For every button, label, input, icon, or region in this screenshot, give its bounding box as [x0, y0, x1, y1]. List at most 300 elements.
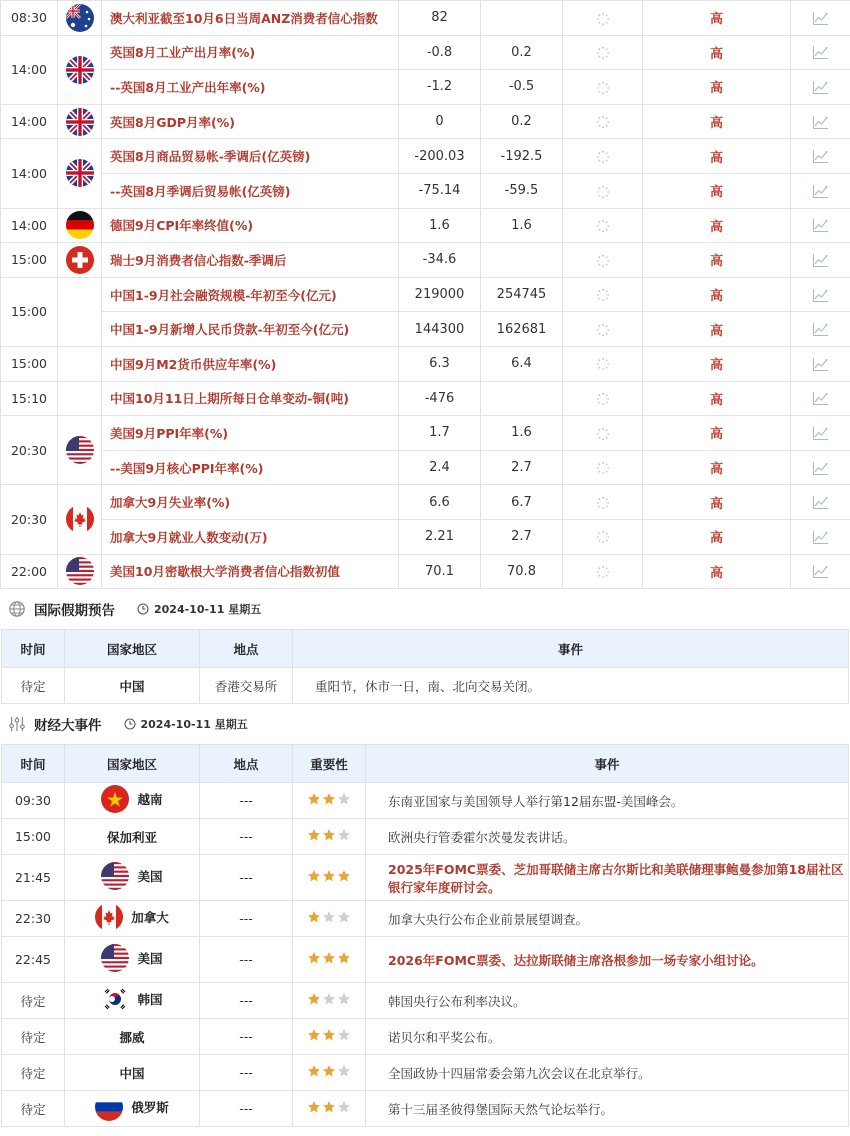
line-chart-icon[interactable] [812, 494, 829, 509]
forecast-value: -59.5 [481, 173, 563, 208]
uk-flag-icon [66, 56, 94, 84]
indicator-name[interactable]: 澳大利亚截至10月6日当周ANZ消费者信心指数 [102, 1, 399, 36]
event-importance [293, 937, 366, 983]
holiday-header-cell: 国家地区 [65, 630, 200, 668]
star-icon [307, 828, 321, 842]
previous-value: 1.6 [399, 208, 481, 243]
canada-flag-icon [66, 505, 94, 533]
event-importance [293, 901, 366, 937]
indicator-row [1, 243, 850, 278]
chart-cell[interactable] [791, 104, 850, 139]
importance-label: 高 [643, 485, 791, 520]
line-chart-icon[interactable] [812, 183, 829, 198]
line-chart-icon[interactable] [812, 252, 829, 267]
previous-value: -34.6 [399, 243, 481, 278]
event-country-cell [65, 937, 200, 983]
event-importance [293, 1019, 366, 1055]
star-icon [322, 992, 336, 1006]
indicator-row [1, 519, 850, 554]
importance-label: 高 [643, 104, 791, 139]
actual-value-cell [563, 208, 643, 243]
event-country-cell [65, 901, 200, 937]
holiday-place: 香港交易所 [200, 668, 293, 704]
importance-stars [307, 1100, 351, 1114]
indicator-row [1, 277, 850, 312]
clock-icon [137, 603, 149, 615]
star-icon [322, 869, 336, 883]
indicator-name[interactable]: 英国8月商品贸易帐-季调后(亿英镑) [102, 139, 399, 174]
event-row [2, 819, 849, 855]
event-country [119, 1064, 144, 1082]
previous-value: 1.7 [399, 416, 481, 451]
loading-spinner-icon [596, 321, 610, 336]
actual-value-cell [563, 70, 643, 105]
loading-spinner-icon [596, 10, 610, 25]
indicator-row [1, 416, 850, 451]
importance-label: 高 [643, 312, 791, 347]
importance-stars [307, 910, 351, 924]
events-header-cell: 国家地区 [65, 745, 200, 783]
forecast-value: 2.7 [481, 450, 563, 485]
indicator-name[interactable]: 美国10月密歇根大学消费者信心指数初值 [102, 554, 399, 589]
holiday-header-cell: 事件 [293, 630, 849, 668]
importance-label: 高 [643, 381, 791, 416]
flag-cell [58, 416, 102, 485]
indicator-name[interactable]: 英国8月GDP月率(%) [102, 104, 399, 139]
importance-label: 高 [643, 139, 791, 174]
actual-value-cell [563, 35, 643, 70]
event-row [2, 1055, 849, 1091]
star-icon [307, 992, 321, 1006]
line-chart-icon[interactable] [812, 563, 829, 578]
event-place: --- [200, 1091, 293, 1127]
star-icon [322, 1064, 336, 1078]
chart-cell[interactable] [791, 1, 850, 36]
line-chart-icon[interactable] [812, 217, 829, 232]
event-description: 第十三届圣彼得堡国际天然气论坛举行。 [366, 1091, 849, 1127]
holiday-country-cell [65, 668, 200, 704]
forecast-value: 70.8 [481, 554, 563, 589]
importance-stars [307, 1064, 351, 1078]
actual-value-cell [563, 277, 643, 312]
event-time: 22:30 [2, 901, 65, 937]
events-header-cell: 地点 [200, 745, 293, 783]
forecast-value: 254745 [481, 277, 563, 312]
events-header-cell: 重要性 [293, 745, 366, 783]
chart-cell[interactable] [791, 139, 850, 174]
line-chart-icon[interactable] [812, 425, 829, 440]
chart-cell[interactable] [791, 381, 850, 416]
indicator-time: 08:30 [1, 1, 58, 36]
holiday-time: 待定 [2, 668, 65, 704]
event-description: 韩国央行公布利率决议。 [366, 983, 849, 1019]
line-chart-icon[interactable] [812, 321, 829, 336]
indicator-row [1, 35, 850, 70]
event-importance [293, 1091, 366, 1127]
events-header-cell: 时间 [2, 745, 65, 783]
event-time: 22:45 [2, 937, 65, 983]
uk-flag-icon [66, 108, 94, 136]
indicator-row [1, 312, 850, 347]
previous-value: 144300 [399, 312, 481, 347]
holiday-header-cell: 地点 [200, 630, 293, 668]
events-date: 2024-10-11 星期五 [140, 718, 248, 732]
indicator-name[interactable]: 中国9月M2货币供应年率(%) [102, 346, 399, 381]
event-row [2, 783, 849, 819]
actual-value-cell [563, 381, 643, 416]
indicator-time: 15:00 [1, 243, 58, 278]
russia-flag-icon [95, 1093, 123, 1121]
previous-value: 6.6 [399, 485, 481, 520]
star-icon [337, 1100, 351, 1114]
event-country [101, 785, 162, 813]
actual-value-cell [563, 243, 643, 278]
events-section-title: 财经大事件 [34, 718, 102, 735]
event-country [95, 903, 169, 931]
importance-label: 高 [643, 243, 791, 278]
actual-value-cell [563, 450, 643, 485]
star-icon [322, 828, 336, 842]
indicator-name[interactable]: 加拿大9月失业率(%) [102, 485, 399, 520]
event-place: --- [200, 901, 293, 937]
event-time: 15:00 [2, 819, 65, 855]
indicator-time: 14:00 [1, 208, 58, 243]
event-place: --- [200, 983, 293, 1019]
sliders-icon [8, 715, 26, 733]
line-chart-icon[interactable] [812, 529, 829, 544]
event-country-name: 俄罗斯 [131, 1100, 169, 1116]
star-icon [322, 951, 336, 965]
line-chart-icon[interactable] [812, 287, 829, 302]
actual-value-cell [563, 519, 643, 554]
previous-value: 2.21 [399, 519, 481, 554]
star-icon [307, 1100, 321, 1114]
importance-label: 高 [643, 277, 791, 312]
event-country-cell [65, 1055, 200, 1091]
event-country-name: 美国 [137, 951, 163, 967]
loading-spinner-icon [596, 356, 610, 371]
indicator-name[interactable]: 中国1-9月新增人民币贷款-年初至今(亿元) [102, 312, 399, 347]
event-importance [293, 1055, 366, 1091]
previous-value: 0 [399, 104, 481, 139]
indicator-name[interactable]: 加拿大9月就业人数变动(万) [102, 519, 399, 554]
indicator-row [1, 208, 850, 243]
forecast-value: 2.7 [481, 519, 563, 554]
forecast-value: 0.2 [481, 104, 563, 139]
forecast-value [481, 381, 563, 416]
loading-spinner-icon [596, 425, 610, 440]
forecast-value: 1.6 [481, 416, 563, 451]
event-time: 待定 [2, 983, 65, 1019]
indicator-row [1, 450, 850, 485]
importance-label: 高 [643, 1, 791, 36]
event-row [2, 937, 849, 983]
event-country-name: 保加利亚 [106, 829, 157, 845]
clock-icon [124, 718, 136, 730]
flag-cell [58, 277, 102, 346]
importance-label: 高 [643, 554, 791, 589]
event-description: 东南亚国家与美国领导人举行第12届东盟-美国峰会。 [366, 783, 849, 819]
loading-spinner-icon [596, 45, 610, 60]
chart-cell[interactable] [791, 70, 850, 105]
indicator-row [1, 485, 850, 520]
holiday-header-cell: 时间 [2, 630, 65, 668]
loading-spinner-icon [596, 287, 610, 302]
indicator-row [1, 381, 850, 416]
chart-cell[interactable] [791, 450, 850, 485]
indicator-row [1, 1, 850, 36]
event-description: 全国政协十四届常委会第九次会议在北京举行。 [366, 1055, 849, 1091]
event-country [119, 1028, 144, 1046]
importance-label: 高 [643, 450, 791, 485]
holiday-section-header [0, 589, 850, 629]
previous-value: 70.1 [399, 554, 481, 589]
chart-cell[interactable] [791, 554, 850, 589]
flag-cell [58, 139, 102, 208]
event-description: 欧洲央行管委霍尔茨曼发表讲话。 [366, 819, 849, 855]
line-chart-icon[interactable] [812, 356, 829, 371]
line-chart-icon[interactable] [812, 79, 829, 94]
importance-label: 高 [643, 35, 791, 70]
flag-cell [58, 381, 102, 416]
event-description: 加拿大央行公布企业前景展望调查。 [366, 901, 849, 937]
indicator-name[interactable]: 英国8月工业产出月率(%) [102, 35, 399, 70]
actual-value-cell [563, 173, 643, 208]
line-chart-icon[interactable] [812, 460, 829, 475]
event-country [101, 985, 162, 1013]
indicator-row [1, 104, 850, 139]
indicator-name[interactable]: 中国10月11日上期所每日仓单变动-铜(吨) [102, 381, 399, 416]
loading-spinner-icon [596, 252, 610, 267]
event-country-cell [65, 855, 200, 901]
forecast-value: 1.6 [481, 208, 563, 243]
holiday-country: 中国 [119, 678, 145, 694]
previous-value: -1.2 [399, 70, 481, 105]
forecast-value [481, 1, 563, 36]
chart-cell[interactable] [791, 346, 850, 381]
indicator-name[interactable]: 瑞士9月消费者信心指数-季调后 [102, 243, 399, 278]
star-icon [307, 951, 321, 965]
importance-stars [307, 792, 351, 806]
event-description: 诺贝尔和平奖公布。 [366, 1019, 849, 1055]
actual-value-cell [563, 139, 643, 174]
event-country-cell [65, 819, 200, 855]
event-time: 待定 [2, 1091, 65, 1127]
event-time: 待定 [2, 1019, 65, 1055]
forecast-value [481, 243, 563, 278]
flag-cell [58, 243, 102, 278]
indicator-time: 14:00 [1, 35, 58, 104]
event-country [95, 1093, 169, 1121]
indicator-row [1, 554, 850, 589]
holiday-section-title: 国际假期预告 [34, 603, 115, 620]
chart-cell[interactable] [791, 243, 850, 278]
chart-cell[interactable] [791, 416, 850, 451]
forecast-value: 6.4 [481, 346, 563, 381]
indicator-row [1, 173, 850, 208]
line-chart-icon[interactable] [812, 148, 829, 163]
star-icon [307, 869, 321, 883]
indicator-name[interactable]: 德国9月CPI年率终值(%) [102, 208, 399, 243]
event-time: 09:30 [2, 783, 65, 819]
star-icon [307, 792, 321, 806]
event-country-cell [65, 983, 200, 1019]
indicator-time: 15:00 [1, 277, 58, 346]
chart-cell[interactable] [791, 312, 850, 347]
flag-cell [58, 554, 102, 589]
star-icon [322, 910, 336, 924]
uk-flag-icon [66, 159, 94, 187]
event-row [2, 983, 849, 1019]
importance-stars [307, 869, 351, 883]
event-place: --- [200, 819, 293, 855]
event-country-name: 美国 [137, 869, 163, 885]
indicator-row [1, 346, 850, 381]
event-importance [293, 983, 366, 1019]
actual-value-cell [563, 346, 643, 381]
us-flag-icon [66, 436, 94, 464]
us-flag-icon [66, 557, 94, 585]
line-chart-icon[interactable] [812, 10, 829, 25]
australia-flag-icon [66, 4, 94, 32]
event-row [2, 1091, 849, 1127]
star-icon [337, 869, 351, 883]
chart-cell[interactable] [791, 277, 850, 312]
star-icon [307, 910, 321, 924]
star-icon [322, 1100, 336, 1114]
event-country-name: 挪威 [119, 1029, 145, 1045]
loading-spinner-icon [596, 148, 610, 163]
event-country-name: 越南 [137, 792, 163, 808]
star-icon [337, 1064, 351, 1078]
chart-cell[interactable] [791, 173, 850, 208]
line-chart-icon[interactable] [812, 114, 829, 129]
star-icon [337, 828, 351, 842]
event-importance [293, 819, 366, 855]
loading-spinner-icon [596, 529, 610, 544]
indicator-time: 20:30 [1, 485, 58, 554]
previous-value: -75.14 [399, 173, 481, 208]
flag-cell [58, 346, 102, 381]
event-row [2, 855, 849, 901]
holiday-row [2, 668, 849, 704]
importance-stars [307, 828, 351, 842]
loading-spinner-icon [596, 79, 610, 94]
holiday-date: 2024-10-11 星期五 [154, 603, 262, 617]
flag-cell [58, 35, 102, 104]
forecast-value: -192.5 [481, 139, 563, 174]
star-icon [307, 1028, 321, 1042]
line-chart-icon[interactable] [812, 44, 829, 59]
importance-label: 高 [643, 416, 791, 451]
us-flag-icon [101, 944, 129, 972]
events-section-header [0, 704, 850, 744]
korea-flag-icon [101, 985, 129, 1013]
flag-cell [58, 104, 102, 139]
previous-value: 219000 [399, 277, 481, 312]
actual-value-cell [563, 554, 643, 589]
event-row [2, 901, 849, 937]
indicator-name[interactable]: 美国9月PPI年率(%) [102, 416, 399, 451]
forecast-value: 6.7 [481, 485, 563, 520]
events-table [1, 744, 849, 1127]
event-place: --- [200, 855, 293, 901]
event-place: --- [200, 937, 293, 983]
germany-flag-icon [66, 211, 94, 239]
event-place: --- [200, 1055, 293, 1091]
indicator-name[interactable]: 中国1-9月社会融资规模-年初至今(亿元) [102, 277, 399, 312]
actual-value-cell [563, 312, 643, 347]
star-icon [307, 1064, 321, 1078]
event-country-name: 加拿大 [131, 910, 169, 926]
loading-spinner-icon [596, 391, 610, 406]
loading-spinner-icon [596, 460, 610, 475]
event-country-cell [65, 783, 200, 819]
importance-label: 高 [643, 173, 791, 208]
loading-spinner-icon [596, 218, 610, 233]
event-country [101, 944, 162, 972]
previous-value: 82 [399, 1, 481, 36]
loading-spinner-icon [596, 494, 610, 509]
indicator-time: 15:10 [1, 381, 58, 416]
previous-value: 2.4 [399, 450, 481, 485]
importance-label: 高 [643, 519, 791, 554]
indicator-name[interactable]: --英国8月工业产出年率(%) [102, 70, 399, 105]
flag-cell [58, 208, 102, 243]
event-description: 2025年FOMC票委、芝加哥联储主席古尔斯比和美联储理事鲍曼参加第18届社区银行家年度研讨会。 [366, 855, 849, 901]
line-chart-icon[interactable] [812, 390, 829, 405]
importance-label: 高 [643, 70, 791, 105]
chart-cell[interactable] [791, 35, 850, 70]
indicator-time: 14:00 [1, 104, 58, 139]
loading-spinner-icon [596, 564, 610, 579]
indicator-time: 22:00 [1, 554, 58, 589]
indicator-time: 20:30 [1, 416, 58, 485]
importance-stars [307, 951, 351, 965]
chart-cell[interactable] [791, 519, 850, 554]
event-description: 2026年FOMC票委、达拉斯联储主席洛根参加一场专家小组讨论。 [366, 937, 849, 983]
switzerland-flag-icon [66, 246, 94, 274]
event-place: --- [200, 783, 293, 819]
holiday-table [1, 629, 849, 704]
indicator-row [1, 139, 850, 174]
event-row [2, 1019, 849, 1055]
previous-value: -476 [399, 381, 481, 416]
indicator-time: 15:00 [1, 346, 58, 381]
loading-spinner-icon [596, 183, 610, 198]
event-country [101, 862, 162, 890]
event-country-name: 韩国 [137, 992, 163, 1008]
indicator-name[interactable]: --美国9月核心PPI年率(%) [102, 450, 399, 485]
canada-flag-icon [95, 903, 123, 931]
star-icon [322, 1028, 336, 1042]
chart-cell[interactable] [791, 485, 850, 520]
chart-cell[interactable] [791, 208, 850, 243]
event-country [107, 828, 157, 846]
indicator-row [1, 70, 850, 105]
actual-value-cell [563, 416, 643, 451]
star-icon [322, 792, 336, 806]
flag-cell [58, 485, 102, 554]
loading-spinner-icon [596, 114, 610, 129]
event-country-name: 中国 [119, 1065, 145, 1081]
star-icon [337, 1028, 351, 1042]
flag-cell [58, 1, 102, 36]
actual-value-cell [563, 485, 643, 520]
star-icon [337, 992, 351, 1006]
importance-stars [307, 992, 351, 1006]
indicator-name[interactable]: --英国8月季调后贸易帐(亿英镑) [102, 173, 399, 208]
